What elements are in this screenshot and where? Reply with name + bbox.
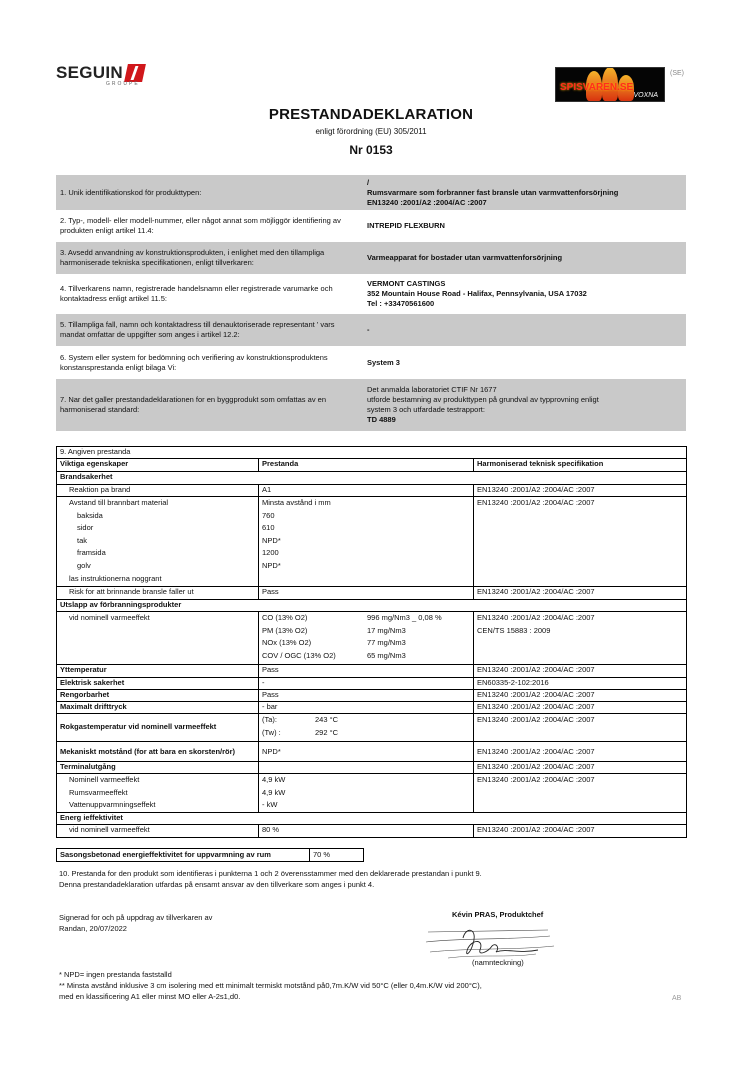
property-label: Elektrisk sakerhet xyxy=(57,678,259,689)
table-row xyxy=(57,714,686,742)
property-value-line: 4,9 kW xyxy=(262,787,286,797)
property-value xyxy=(259,774,474,812)
info-value-line: Tel : +33470561600 xyxy=(367,299,435,308)
table-row xyxy=(57,600,686,612)
property-spec: EN13240 :2001/A2 :2004/AC :2007 xyxy=(477,485,595,494)
property-label: Terminalutgång xyxy=(57,762,259,773)
property-label-line: framsida xyxy=(77,548,106,558)
info-row xyxy=(56,175,686,210)
emission-value: 77 mg/Nm3 xyxy=(367,638,406,648)
table-row xyxy=(57,742,686,762)
emission-value: 996 mg/Nm3 _ 0,08 % xyxy=(367,613,442,622)
property-value: Pass xyxy=(259,690,474,701)
column-header: Viktiga egenskaper xyxy=(57,459,259,471)
dealer-logo xyxy=(555,67,665,102)
emission-label: CO (13% O2) xyxy=(262,613,308,622)
property-value: - xyxy=(259,678,474,689)
property-spec: EN13240 :2001/A2 :2004/AC :2007 xyxy=(477,762,595,771)
temp-label: (Ta): xyxy=(262,715,277,724)
info-value-line: utforde bestamning av produkttypen på grundval av typprovning enligt xyxy=(367,395,599,404)
property-value-line: - kW xyxy=(262,800,278,810)
table-row xyxy=(57,587,686,600)
property-label-line: sidor xyxy=(77,523,94,533)
property-label-line: Vattenuppvarmningseffekt xyxy=(69,800,156,810)
signed-line: Randan, 20/07/2022 xyxy=(59,924,127,933)
info-value-line: TD 4889 xyxy=(367,415,396,424)
conformity-note xyxy=(59,868,482,890)
property-label-line: golv xyxy=(77,560,91,570)
signer-name: Kévin PRAS, Produktchef xyxy=(452,910,544,919)
property-value xyxy=(259,714,474,741)
seguin-mark-icon xyxy=(124,64,146,82)
info-value: System 3 xyxy=(367,357,400,367)
property-label-line: baksida xyxy=(77,510,103,520)
column-header: Harmoniserad teknisk specifikation xyxy=(477,459,604,468)
table-row xyxy=(57,762,686,774)
property-value xyxy=(259,762,474,773)
info-value-line: Rumsvarmare som forbranner fast bransle utan varmvattenforsörjning xyxy=(367,187,619,197)
info-value-line: system 3 och utfardade testrapport: xyxy=(367,405,485,414)
info-row xyxy=(56,242,686,274)
property-spec: EN13240 :2001/A2 :2004/AC :2007 xyxy=(477,715,595,724)
emission-label: NOx (13% O2) xyxy=(262,638,312,648)
info-value-line: 352 Mountain House Road - Halifax, Pennsylvania, USA 17032 xyxy=(367,289,587,298)
info-section xyxy=(56,175,686,431)
info-row xyxy=(56,346,686,379)
info-label: 4. Tillverkarens namn, registrerade handelsnamn eller registrerade varumarke och kontaktadress enligt artikel 11.5: xyxy=(60,284,333,303)
property-spec: EN13240 :2001/A2 :2004/AC :2007 xyxy=(477,690,595,699)
footnote: med en klassificering A1 eller minst MO eller A-2s1,d0. xyxy=(59,992,241,1001)
emission-value: 17 mg/Nm3 xyxy=(367,625,406,635)
table-row xyxy=(57,678,686,690)
group-title: Brandsakerhet xyxy=(60,472,113,481)
info-value-line: Det anmalda laboratoriet CTIF Nr 1677 xyxy=(367,385,497,394)
dealer-logo-sub: VOXNA xyxy=(633,92,658,99)
property-spec: EN13240 :2001/A2 :2004/AC :2007 xyxy=(477,665,595,674)
info-row xyxy=(56,314,686,346)
seasonal-efficiency xyxy=(56,848,364,862)
table-row xyxy=(57,774,686,813)
info-label: 7. Nar det galler prestandadeklarationen for en byggprodukt som omfattas av en harmoniserad standard: xyxy=(60,395,326,414)
footnote: ** Minsta avstånd inklusive 3 cm isolering med ett minimalt termiskt motstånd på0,7m.K/W vid 50°C (eller 0,4m.K/W vid 200°C), xyxy=(59,981,482,990)
page-tag: AB xyxy=(672,995,682,1002)
property-value-line: 4,9 kW xyxy=(262,775,286,784)
property-value-line: NPD* xyxy=(262,535,281,545)
emission-labels xyxy=(259,612,367,664)
property-spec-line: EN13240 :2001/A2 :2004/AC :2007 xyxy=(477,613,595,622)
signed-line: Signerad for och på uppdrag av tillverkaren av xyxy=(59,913,213,922)
page-title: PRESTANDADEKLARATION xyxy=(268,106,474,123)
property-spec: EN13240 :2001/A2 :2004/AC :2007 xyxy=(477,587,595,596)
emission-values xyxy=(367,612,473,664)
temp-value: 243 °C xyxy=(315,715,339,724)
info-value xyxy=(362,178,686,208)
property-label: Maximalt drifttryck xyxy=(57,702,259,713)
property-label: vid nominell varmeeffekt xyxy=(57,612,259,664)
temp-values xyxy=(315,714,473,741)
emission-label: COV / OGC (13% O2) xyxy=(262,650,336,660)
seasonal-efficiency-value: 70 % xyxy=(313,850,331,859)
info-label: 2. Typ-, modell- eller modell-nummer, eller något annat som möjliggör identifiering av produkten enligt artikel 11.4: xyxy=(60,216,341,235)
info-value-line: / xyxy=(367,177,370,187)
property-spec: EN13240 :2001/A2 :2004/AC :2007 xyxy=(477,747,595,756)
section-title: 9. Angiven prestanda xyxy=(60,447,131,456)
property-spec: EN60335-2-102:2016 xyxy=(477,678,549,687)
group-title: Energ ieffektivitet xyxy=(60,813,123,822)
info-row xyxy=(56,379,686,431)
footnotes xyxy=(59,969,482,1002)
property-value-line: Minsta avstånd i mm xyxy=(262,498,331,507)
info-value-line: VERMONT CASTINGS xyxy=(367,279,446,288)
group-title: Utslapp av förbranningsprodukter xyxy=(60,600,182,609)
temp-labels xyxy=(259,714,315,741)
table-header xyxy=(57,459,686,472)
column-header: Prestanda xyxy=(259,459,474,471)
property-label-line: Avstand till brannbart material xyxy=(69,498,169,507)
property-value-line: 760 xyxy=(262,510,275,520)
info-row xyxy=(56,210,686,242)
table-row xyxy=(57,690,686,702)
table-row xyxy=(57,485,686,497)
table-row xyxy=(57,813,686,825)
page-subtitle: enligt förordning (EU) 305/2011 xyxy=(315,127,427,136)
table-row xyxy=(57,447,686,459)
info-value xyxy=(362,279,686,309)
property-value-line: 1200 xyxy=(262,548,279,558)
property-value-line: 610 xyxy=(262,523,275,533)
table-row xyxy=(57,497,686,587)
property-label xyxy=(57,497,259,586)
property-label: Reaktion pa brand xyxy=(57,485,259,496)
country-tag: (SE) xyxy=(670,70,684,77)
dealer-logo-text: SPISVAREN.SE xyxy=(560,82,634,93)
table-row xyxy=(57,702,686,714)
property-spec: EN13240 :2001/A2 :2004/AC :2007 xyxy=(477,775,595,784)
property-value: Pass xyxy=(259,587,474,599)
note-line: Denna prestandadeklaration utfardas på ensamt ansvar av den tillverkare som anges i punkt 4. xyxy=(59,880,375,889)
property-label: Rokgastemperatur vid nominell varmeeffekt xyxy=(57,714,259,741)
signature-caption: (namnteckning) xyxy=(472,958,524,967)
property-label-line: Nominell varmeeffekt xyxy=(69,775,140,784)
property-label xyxy=(57,774,259,812)
performance-table xyxy=(56,446,687,838)
property-value: Pass xyxy=(259,665,474,677)
property-label: Rengorbarhet xyxy=(57,690,259,701)
seguin-logo xyxy=(56,63,144,87)
property-value xyxy=(259,612,474,664)
property-label: Yttemperatur xyxy=(57,665,259,677)
emission-value: 65 mg/Nm3 xyxy=(367,650,406,660)
property-label-line: Rumsvarmeeffekt xyxy=(69,787,128,797)
property-spec-line: CEN/TS 15883 : 2009 xyxy=(477,625,551,635)
info-label: 6. System eller system for bedömning och verifiering av konstruktionsproduktens konstansprestanda enligt bilaga Vi: xyxy=(60,352,328,372)
seguin-logo-text: SEGUIN xyxy=(56,63,123,82)
info-value-line: EN13240 :2001/A2 :2004/AC :2007 xyxy=(367,197,487,207)
info-label: 1. Unik identifikationskod för produkttypen: xyxy=(60,187,202,197)
info-label: 3. Avsedd anvandning av konstruktionsprodukten, i enlighet med den tillampliga harmoniserade tekniska specifikationen, enligt tillverkaren: xyxy=(60,248,325,267)
table-row xyxy=(57,472,686,485)
table-row xyxy=(57,825,686,837)
property-value: NPD* xyxy=(259,742,474,761)
signed-block xyxy=(59,912,212,934)
property-value xyxy=(259,497,474,586)
emission-label: PM (13% O2) xyxy=(262,625,308,635)
property-label: vid nominell varmeeffekt xyxy=(57,825,259,837)
property-label: Mekaniskt motstånd (for att bara en skorsten/rör) xyxy=(57,742,259,761)
footnote: * NPD= ingen prestanda faststalld xyxy=(59,970,172,979)
info-value: INTREPID FLEXBURN xyxy=(367,221,445,230)
info-value: - xyxy=(367,325,370,334)
info-value xyxy=(362,385,686,425)
property-value: - bar xyxy=(259,702,474,713)
note-line: 10. Prestanda for den produkt som identifieras i punkterna 1 och 2 överensstammer med den deklarerade prestandan i punkt 9. xyxy=(59,869,482,878)
property-value: A1 xyxy=(259,485,474,496)
property-spec: EN13240 :2001/A2 :2004/AC :2007 xyxy=(477,498,595,507)
seguin-logo-sub: GROUPE xyxy=(106,81,140,87)
property-label-line: las instruktionerna noggrant xyxy=(69,573,162,583)
info-row xyxy=(56,274,686,314)
info-label: 5. Tillampliga fall, namn och kontaktadress till denauktoriserade representant ' vars mandat omfattar de uppgifter som anges i artikel 12.2: xyxy=(60,320,335,339)
property-spec: EN13240 :2001/A2 :2004/AC :2007 xyxy=(477,825,595,834)
property-label-line: tak xyxy=(77,535,88,545)
temp-label: (Tw) : xyxy=(262,727,281,737)
property-spec: EN13240 :2001/A2 :2004/AC :2007 xyxy=(477,702,595,711)
property-value-line: NPD* xyxy=(262,560,281,570)
declaration-number: Nr 0153 xyxy=(349,143,393,157)
temp-value: 292 °C xyxy=(315,727,339,737)
info-value: Varmeapparat for bostader utan varmvattenforsörjning xyxy=(367,253,563,262)
seasonal-efficiency-label: Sasongsbetonad energieffektivitet for uppvarmning av rum xyxy=(57,849,310,861)
table-row xyxy=(57,612,686,665)
property-spec xyxy=(474,612,686,664)
table-row xyxy=(57,665,686,678)
property-value: 80 % xyxy=(259,825,474,837)
property-label: Risk for att brinnande bransle faller ut xyxy=(57,587,259,599)
